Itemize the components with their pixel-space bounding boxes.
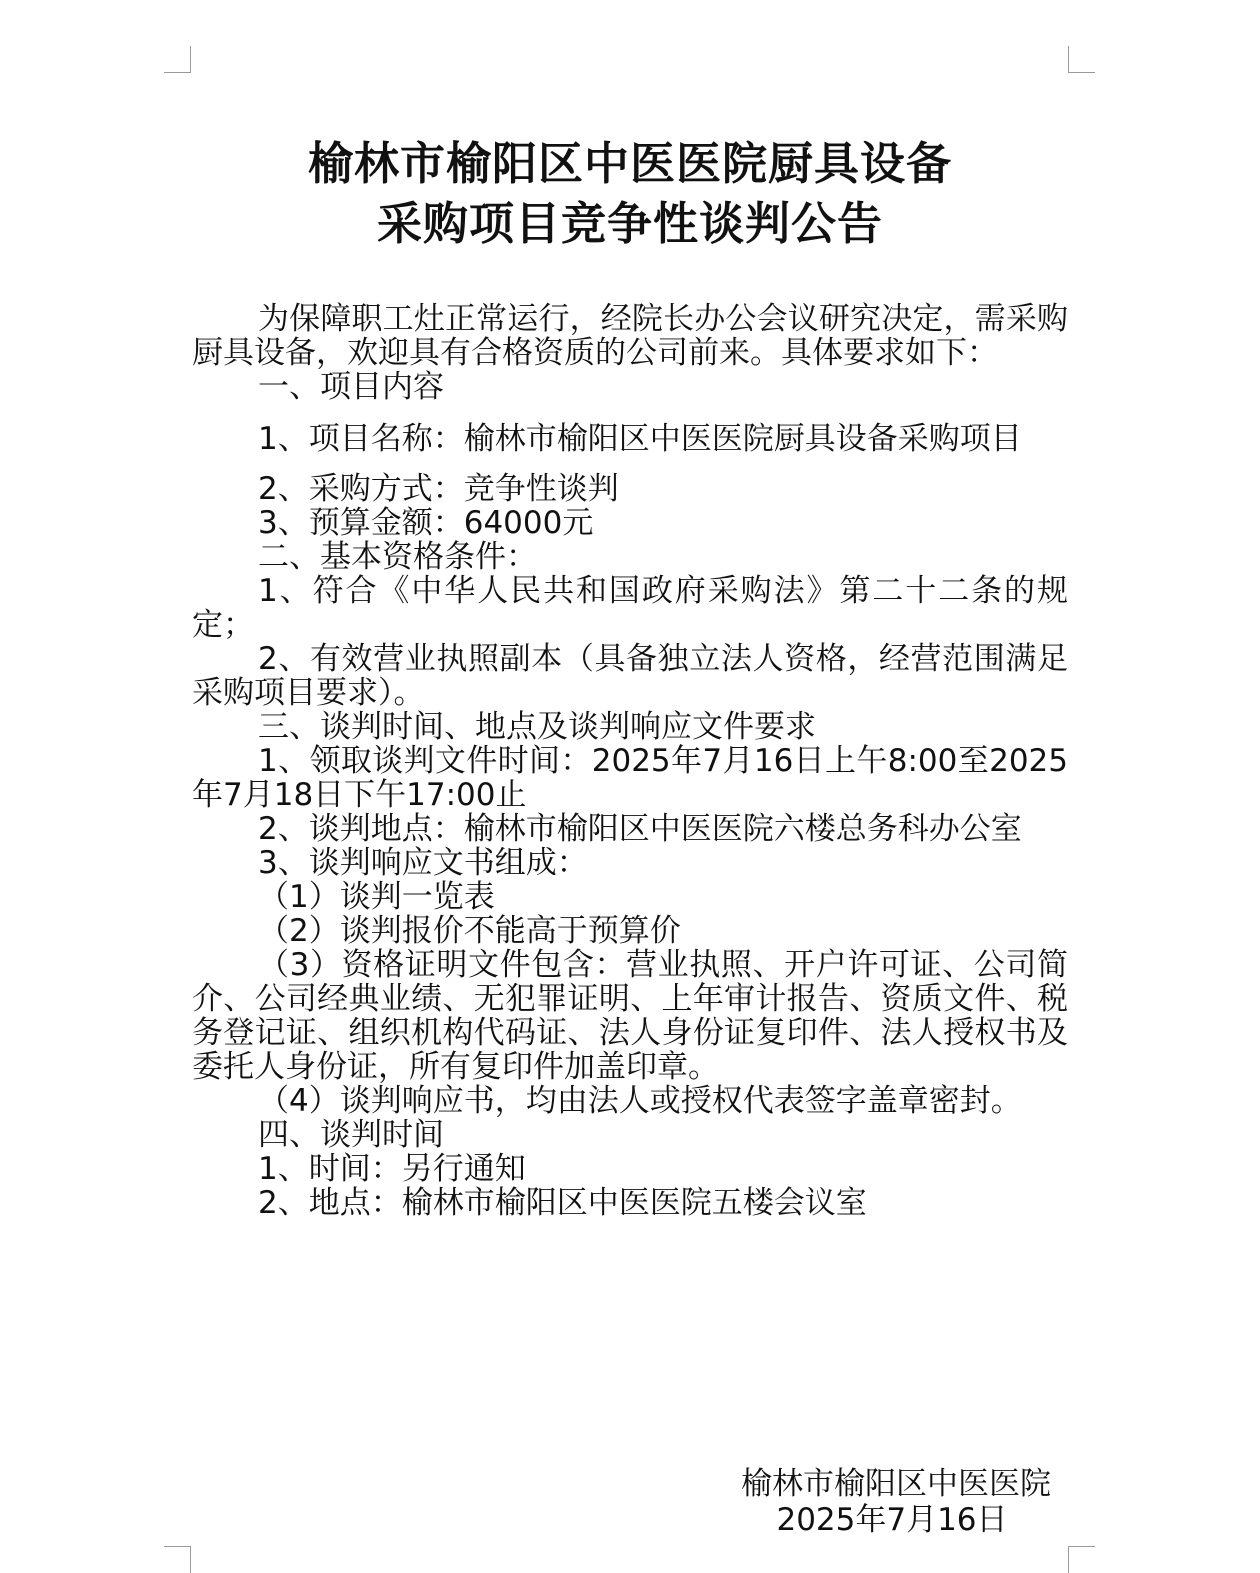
document-collection-time: 1、领取谈判文件时间：2025年7月16日上午8:00至2025年7月18日下午17:00止	[192, 743, 1068, 813]
crop-mark-bottom-right	[1068, 1546, 1095, 1573]
signature-date: 2025年7月16日	[776, 1502, 1008, 1538]
notice-body	[192, 302, 1068, 1220]
response-item-2: （2）谈判报价不能高于预算价	[258, 913, 681, 949]
title-line-1: 榆林市榆阳区中医医院厨具设备	[307, 137, 952, 190]
qualification-item-1: 1、符合《中华人民共和国政府采购法》第二十二条的规定；	[192, 573, 1068, 643]
section-heading-4: 四、谈判时间	[258, 1117, 444, 1153]
intro-paragraph: 为保障职工灶正常运行，经院长办公会议研究决定，需采购厨具设备，欢迎具有合格资质的公司前来。具体要求如下：	[192, 301, 1068, 371]
response-document-composition: 3、谈判响应文书组成：	[258, 845, 588, 881]
negotiation-location: 2、谈判地点：榆林市榆阳区中医医院六楼总务科办公室	[258, 811, 1022, 847]
response-item-1: （1）谈判一览表	[258, 879, 495, 915]
title-line-2: 采购项目竞争性谈判公告	[376, 197, 883, 250]
qualification-item-2: 2、有效营业执照副本（具备独立法人资格，经营范围满足采购项目要求）。	[192, 641, 1068, 711]
negotiation-venue: 2、地点：榆林市榆阳区中医医院五楼会议室	[258, 1185, 867, 1221]
negotiation-time: 1、时间：另行通知	[258, 1151, 526, 1187]
crop-mark-top-left	[164, 46, 191, 73]
signature-organization: 榆林市榆阳区中医医院	[741, 1466, 1051, 1502]
project-name: 1、项目名称：榆林市榆阳区中医医院厨具设备采购项目	[258, 421, 1022, 457]
section-heading-2: 二、基本资格条件：	[258, 539, 537, 575]
procurement-method: 2、采购方式：竞争性谈判	[258, 471, 619, 507]
response-item-4: （4）谈判响应书，均由法人或授权代表签字盖章密封。	[258, 1083, 1022, 1119]
section-heading-3: 三、谈判时间、地点及谈判响应文件要求	[258, 709, 816, 745]
crop-mark-top-right	[1068, 46, 1095, 73]
crop-mark-bottom-left	[164, 1546, 191, 1573]
section-heading-1: 一、项目内容	[258, 369, 444, 405]
response-item-3: （3）资格证明文件包含：营业执照、开户许可证、公司简介、公司经典业绩、无犯罪证明、上年审计报告、资质文件、税务登记证、组织机构代码证、法人身份证复印件、法人授权书及委托人身份证，所有复印件加盖印章。	[192, 947, 1068, 1085]
budget-amount: 3、预算金额：64000元	[258, 505, 594, 541]
